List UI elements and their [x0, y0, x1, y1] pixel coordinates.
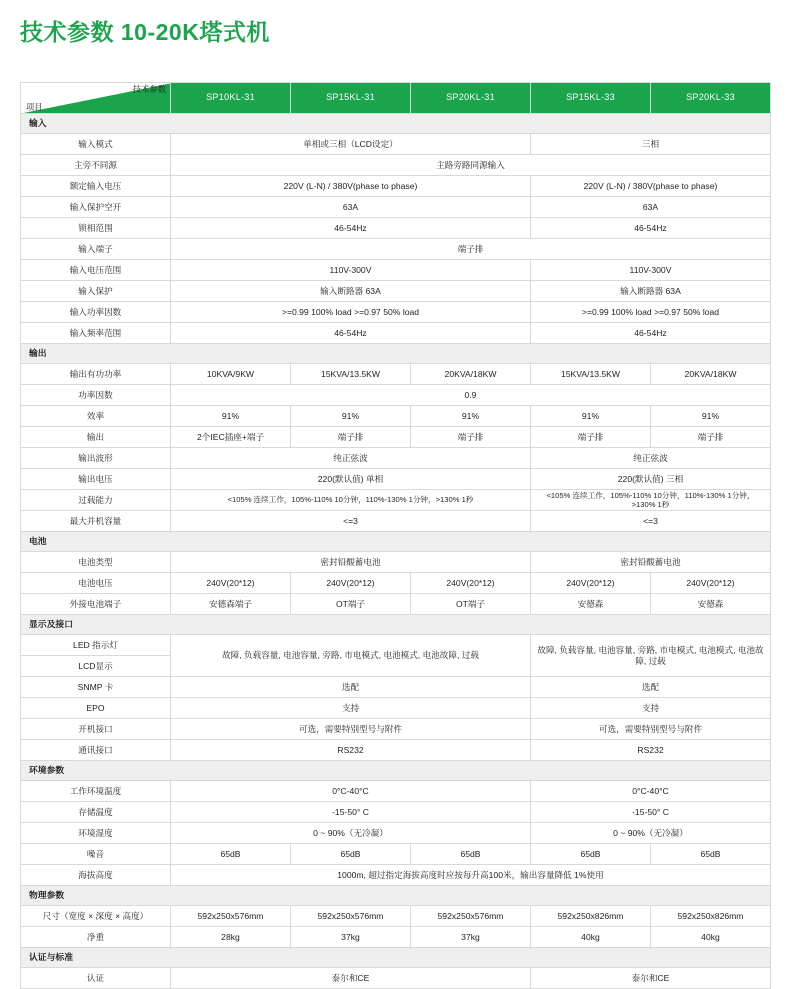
row-value: 592x250x826mm — [651, 906, 771, 927]
row-value: 安德森 — [651, 594, 771, 615]
row-value: 单相或三相（LCD设定） — [171, 134, 531, 155]
spec-table — [20, 82, 771, 989]
table-row — [21, 197, 771, 218]
row-value: 37kg — [291, 927, 411, 948]
row-value: 密封铅酸蓄电池 — [171, 552, 531, 573]
section-title: 环境参数 — [21, 761, 771, 781]
table-body — [21, 114, 771, 989]
section-title: 输出 — [21, 344, 771, 364]
spec-table-wrapper — [20, 82, 770, 989]
row-value: <105% 连续工作，105%-110% 10分钟，110%-130% 1分钟，>130% 1秒 — [171, 490, 531, 511]
row-value: >=0.99 100% load >=0.97 50% load — [531, 302, 771, 323]
row-value: 91% — [411, 406, 531, 427]
row-label: 输入保护 — [21, 281, 171, 302]
row-label: 最大并机容量 — [21, 511, 171, 532]
table-row — [21, 552, 771, 573]
header-row — [21, 83, 771, 114]
row-value: 220V (L-N) / 380V(phase to phase) — [531, 176, 771, 197]
row-value: 46-54Hz — [171, 323, 531, 344]
table-row — [21, 323, 771, 344]
table-row — [21, 698, 771, 719]
row-label: 工作环境温度 — [21, 781, 171, 802]
row-value: 2个IEC插座+端子 — [171, 427, 291, 448]
row-value: 240V(20*12) — [291, 573, 411, 594]
row-label: 通讯接口 — [21, 740, 171, 761]
row-label: 输出波形 — [21, 448, 171, 469]
row-value: 主路旁路同源输入 — [171, 155, 771, 176]
row-value: <105% 连续工作，105%-110% 10分钟，110%-130% 1分钟，>130% 1秒 — [531, 490, 771, 511]
section-row — [21, 886, 771, 906]
header-model-4: SP15KL-33 — [531, 83, 651, 114]
row-label: LCD显示 — [21, 656, 171, 677]
row-value: 592x250x576mm — [291, 906, 411, 927]
table-row — [21, 469, 771, 490]
row-value: 65dB — [531, 844, 651, 865]
table-row — [21, 802, 771, 823]
row-label: 功率因数 — [21, 385, 171, 406]
section-title: 显示及接口 — [21, 615, 771, 635]
row-value: 输入断路器 63A — [171, 281, 531, 302]
table-row — [21, 260, 771, 281]
row-value: 240V(20*12) — [411, 573, 531, 594]
row-label: 输出电压 — [21, 469, 171, 490]
row-value: 20KVA/18KW — [411, 364, 531, 385]
row-value: 220V (L-N) / 380V(phase to phase) — [171, 176, 531, 197]
table-header — [21, 83, 771, 114]
row-value: 三相 — [531, 134, 771, 155]
row-value: 110V-300V — [171, 260, 531, 281]
header-model-1: SP10KL-31 — [171, 83, 291, 114]
table-row — [21, 573, 771, 594]
row-value: 端子排 — [291, 427, 411, 448]
header-corner-top-label: 技术参数 — [132, 84, 166, 94]
row-value: -15-50° C — [531, 802, 771, 823]
row-value: 0°C-40°C — [171, 781, 531, 802]
row-value: 28kg — [171, 927, 291, 948]
row-label: 输入保护空开 — [21, 197, 171, 218]
table-row — [21, 427, 771, 448]
row-label: 尺寸（宽度 × 深度 × 高度） — [21, 906, 171, 927]
table-row — [21, 385, 771, 406]
row-label: 环境湿度 — [21, 823, 171, 844]
row-label: 输出有功功率 — [21, 364, 171, 385]
row-value: 37kg — [411, 927, 531, 948]
table-row — [21, 448, 771, 469]
row-value: 支持 — [531, 698, 771, 719]
row-value: 1000m, 超过指定海拔高度时应按每升高100米，输出容量降低 1%使用 — [171, 865, 771, 886]
row-value: 65dB — [411, 844, 531, 865]
row-label: 输入端子 — [21, 239, 171, 260]
table-row — [21, 677, 771, 698]
section-row — [21, 948, 771, 968]
row-label: 主旁不同源 — [21, 155, 171, 176]
table-row — [21, 176, 771, 197]
header-model-3: SP20KL-31 — [411, 83, 531, 114]
table-row — [21, 594, 771, 615]
row-label: 输入频率范围 — [21, 323, 171, 344]
table-row — [21, 865, 771, 886]
row-label: 输出 — [21, 427, 171, 448]
row-label: 过载能力 — [21, 490, 171, 511]
row-value: 40kg — [531, 927, 651, 948]
row-value: 220(默认值) 单相 — [171, 469, 531, 490]
row-value: 240V(20*12) — [171, 573, 291, 594]
row-label: 输入电压范围 — [21, 260, 171, 281]
table-row — [21, 364, 771, 385]
table-row — [21, 239, 771, 260]
row-value: 15KVA/13.5KW — [291, 364, 411, 385]
row-label: 额定输入电压 — [21, 176, 171, 197]
row-label: 输入功率因数 — [21, 302, 171, 323]
row-value: 端子排 — [531, 427, 651, 448]
table-row — [21, 302, 771, 323]
row-value: 输入断路器 63A — [531, 281, 771, 302]
section-row — [21, 114, 771, 134]
row-value: 纯正弦波 — [531, 448, 771, 469]
section-row — [21, 532, 771, 552]
row-value: 592x250x826mm — [531, 906, 651, 927]
row-value: 选配 — [171, 677, 531, 698]
table-row — [21, 281, 771, 302]
row-value: 20KVA/18KW — [651, 364, 771, 385]
row-value: 10KVA/9KW — [171, 364, 291, 385]
table-row — [21, 968, 771, 989]
row-value: 592x250x576mm — [411, 906, 531, 927]
row-value: 可选，需要特别型号与附件 — [171, 719, 531, 740]
row-label: 效率 — [21, 406, 171, 427]
row-value: RS232 — [531, 740, 771, 761]
row-value: 故障, 负载容量, 电池容量, 旁路, 市电模式, 电池模式, 电池故障, 过载 — [531, 635, 771, 677]
section-row — [21, 344, 771, 364]
row-label: 外接电池端子 — [21, 594, 171, 615]
row-value: 65dB — [291, 844, 411, 865]
table-row — [21, 511, 771, 532]
table-row — [21, 218, 771, 239]
row-label: 认证 — [21, 968, 171, 989]
row-value: OT端子 — [291, 594, 411, 615]
row-value: 220(默认值) 三相 — [531, 469, 771, 490]
row-value: 91% — [291, 406, 411, 427]
row-value: 40kg — [651, 927, 771, 948]
page-title: 技术参数 10-20K塔式机 — [20, 19, 270, 45]
header-corner-bottom-label: 项目 — [26, 101, 43, 112]
table-row — [21, 134, 771, 155]
table-row — [21, 719, 771, 740]
row-value: 592x250x576mm — [171, 906, 291, 927]
row-value: 故障, 负载容量, 电池容量, 旁路, 市电模式, 电池模式, 电池故障, 过载 — [171, 635, 531, 677]
row-label: 输入模式 — [21, 134, 171, 155]
row-value: 0.9 — [171, 385, 771, 406]
row-value: 65dB — [651, 844, 771, 865]
row-value: -15-50° C — [171, 802, 531, 823]
table-row — [21, 844, 771, 865]
row-value: 240V(20*12) — [531, 573, 651, 594]
table-row — [21, 781, 771, 802]
row-value: 15KVA/13.5KW — [531, 364, 651, 385]
row-label: 海拔高度 — [21, 865, 171, 886]
row-label: SNMP 卡 — [21, 677, 171, 698]
table-row — [21, 823, 771, 844]
table-row — [21, 906, 771, 927]
row-label: 净重 — [21, 927, 171, 948]
row-value: 0 ~ 90%（无冷凝） — [171, 823, 531, 844]
row-label: 存储温度 — [21, 802, 171, 823]
row-value: 91% — [531, 406, 651, 427]
row-value: RS232 — [171, 740, 531, 761]
table-row — [21, 406, 771, 427]
section-title: 电池 — [21, 532, 771, 552]
row-value: 46-54Hz — [171, 218, 531, 239]
row-label: 锁相范围 — [21, 218, 171, 239]
row-value: 端子排 — [651, 427, 771, 448]
row-label: 开机接口 — [21, 719, 171, 740]
row-label: 电池类型 — [21, 552, 171, 573]
row-value: 泰尔和CE — [171, 968, 531, 989]
row-value: >=0.99 100% load >=0.97 50% load — [171, 302, 531, 323]
section-row — [21, 761, 771, 781]
row-value: <=3 — [531, 511, 771, 532]
table-row — [21, 635, 771, 656]
row-value: 安德森 — [531, 594, 651, 615]
row-value: 支持 — [171, 698, 531, 719]
header-model-5: SP20KL-33 — [651, 83, 771, 114]
row-value: 选配 — [531, 677, 771, 698]
row-value: 可选，需要特别型号与附件 — [531, 719, 771, 740]
row-label: LED 指示灯 — [21, 635, 171, 656]
row-value: 65dB — [171, 844, 291, 865]
section-row — [21, 615, 771, 635]
row-value: 0°C-40°C — [531, 781, 771, 802]
row-value: 纯正弦波 — [171, 448, 531, 469]
row-value: <=3 — [171, 511, 531, 532]
table-row — [21, 155, 771, 176]
table-row — [21, 927, 771, 948]
row-value: 密封铅酸蓄电池 — [531, 552, 771, 573]
row-value: 端子排 — [411, 427, 531, 448]
row-value: 安德森端子 — [171, 594, 291, 615]
row-value: OT端子 — [411, 594, 531, 615]
row-value: 46-54Hz — [531, 218, 771, 239]
header-model-2: SP15KL-31 — [291, 83, 411, 114]
section-title: 输入 — [21, 114, 771, 134]
row-value: 91% — [651, 406, 771, 427]
table-row — [21, 740, 771, 761]
row-value: 63A — [171, 197, 531, 218]
row-value: 240V(20*12) — [651, 573, 771, 594]
row-value: 46-54Hz — [531, 323, 771, 344]
section-title: 物理参数 — [21, 886, 771, 906]
row-label: 电池电压 — [21, 573, 171, 594]
header-corner-cell — [21, 83, 171, 114]
table-row — [21, 490, 771, 511]
row-value: 63A — [531, 197, 771, 218]
section-title: 认证与标准 — [21, 948, 771, 968]
row-value: 0 ~ 90%（无冷凝） — [531, 823, 771, 844]
row-value: 端子排 — [171, 239, 771, 260]
row-value: 泰尔和CE — [531, 968, 771, 989]
row-value: 110V-300V — [531, 260, 771, 281]
row-label: EPO — [21, 698, 171, 719]
row-label: 噪音 — [21, 844, 171, 865]
row-value: 91% — [171, 406, 291, 427]
